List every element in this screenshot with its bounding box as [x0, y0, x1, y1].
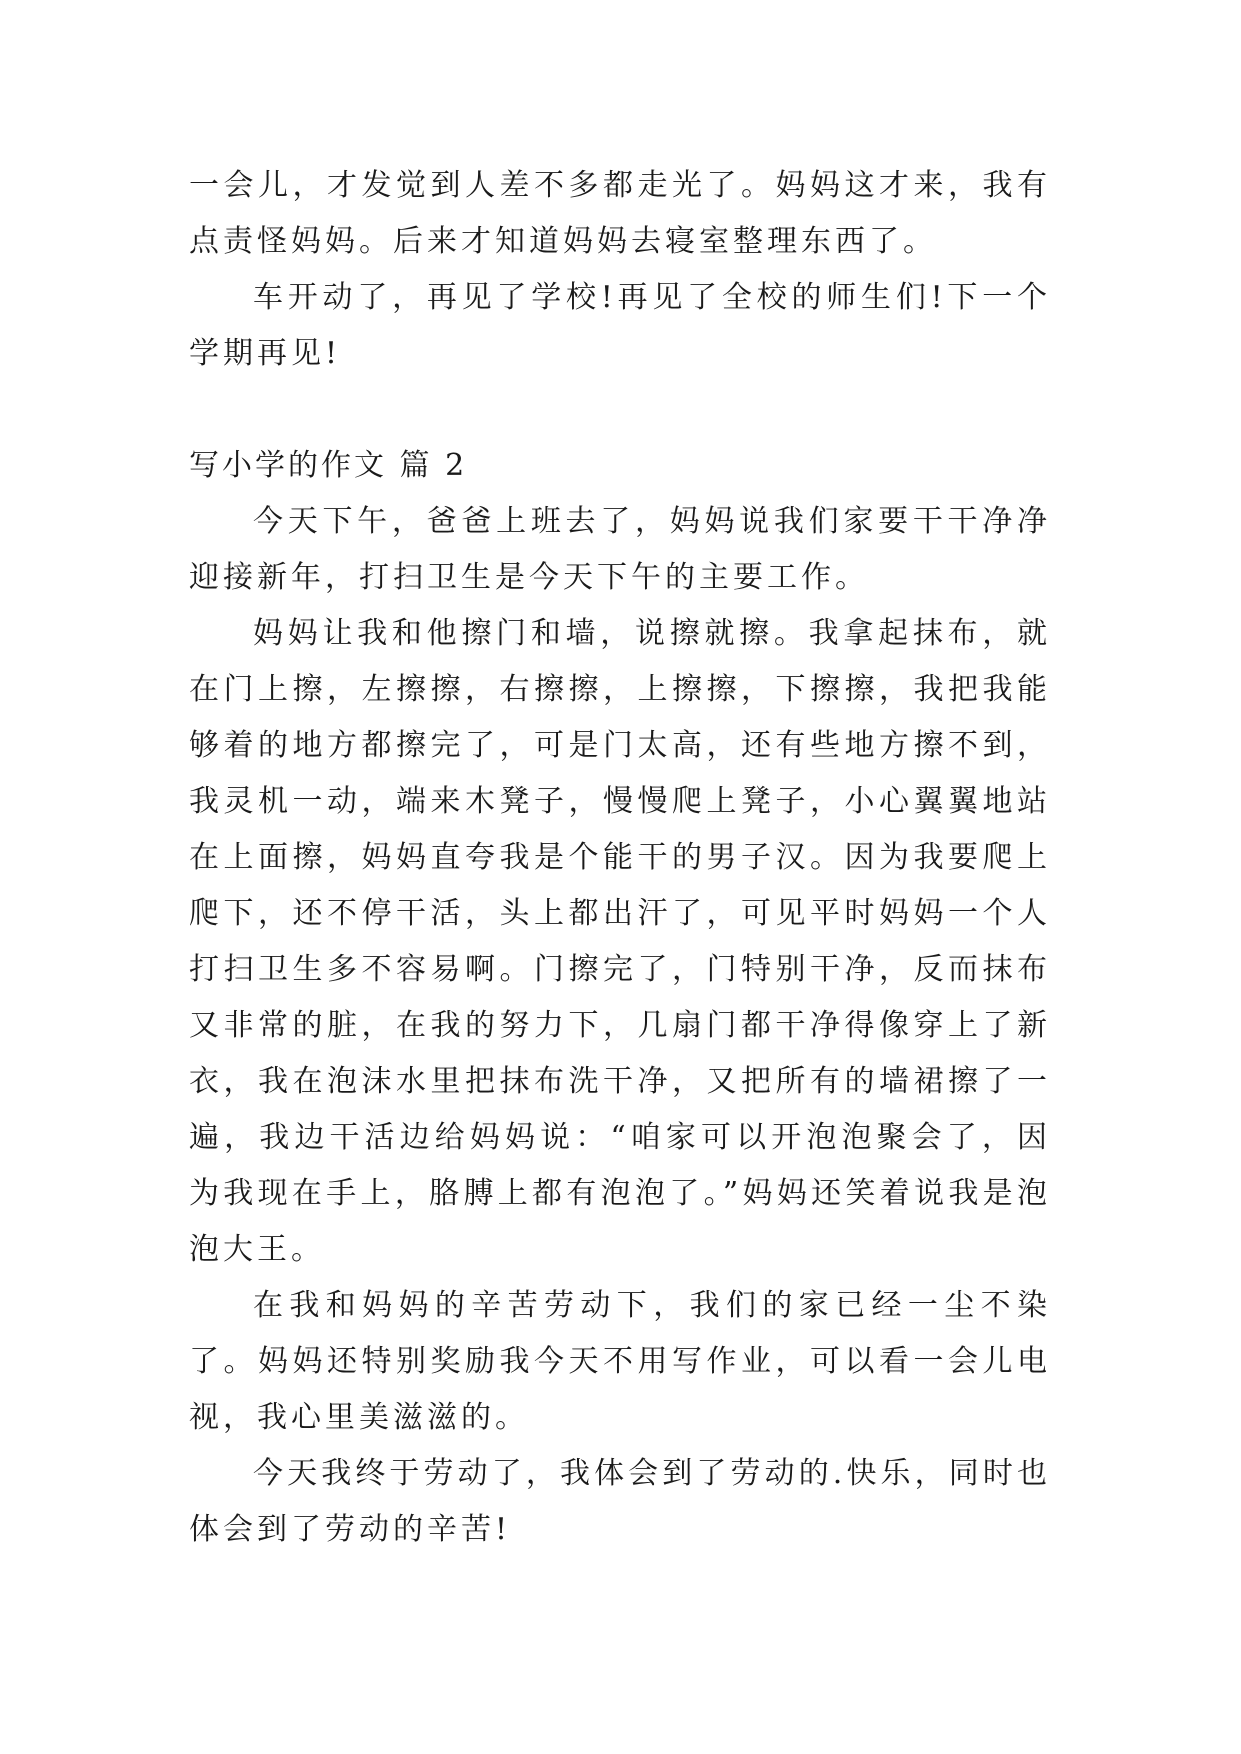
paragraph-conclusion: 今天我终于劳动了，我体会到了劳动的.快乐，同时也体会到了劳动的辛苦! [189, 1456, 1051, 1547]
paragraph-afternoon: 今天下午，爸爸上班去了，妈妈说我们家要干干净净迎接新年，打扫卫生是今天下午的主要工作。 [189, 504, 1051, 595]
paragraph-result: 在我和妈妈的辛苦劳动下，我们的家已经一尘不染了。妈妈还特别奖励我今天不用写作业，可以看一会儿电视，我心里美滋滋的。 [189, 1288, 1051, 1435]
paragraph-continued: 一会儿，才发觉到人差不多都走光了。妈妈这才来，我有点责怪妈妈。后来才知道妈妈去寝室整理东西了。 [189, 168, 1051, 259]
paragraph-cleaning: 妈妈让我和他擦门和墙，说擦就擦。我拿起抹布，就在门上擦，左擦擦，右擦擦，上擦擦，下擦擦，我把我能够着的地方都擦完了，可是门太高，还有些地方擦不到，我灵机一动，端来木凳子，慢慢爬上凳子，小心翼翼地站在上面擦，妈妈直夸我是个能干的男子汉。因为我要爬上爬下，还不停干活，头上都出汗了，可见平时妈妈一个人打扫卫生多不容易啊。门擦完了，门特别干净，反而抹布又非常的脏，在我的努力下，几扇门都干净得像穿上了新衣，我在泡沫水里把抹布洗干净，又把所有的墙裙擦了一遍，我边干活边给妈妈说：“咱家可以开泡泡聚会了，因为我现在手上，胳膊上都有泡泡了。”妈妈还笑着说我是泡泡大王。 [189, 616, 1051, 1267]
section-heading: 写小学的作文 篇 2 [189, 448, 468, 483]
document-body [189, 158, 1051, 1558]
paragraph-bus-departure: 车开动了，再见了学校!再见了全校的师生们!下一个学期再见! [189, 280, 1051, 371]
